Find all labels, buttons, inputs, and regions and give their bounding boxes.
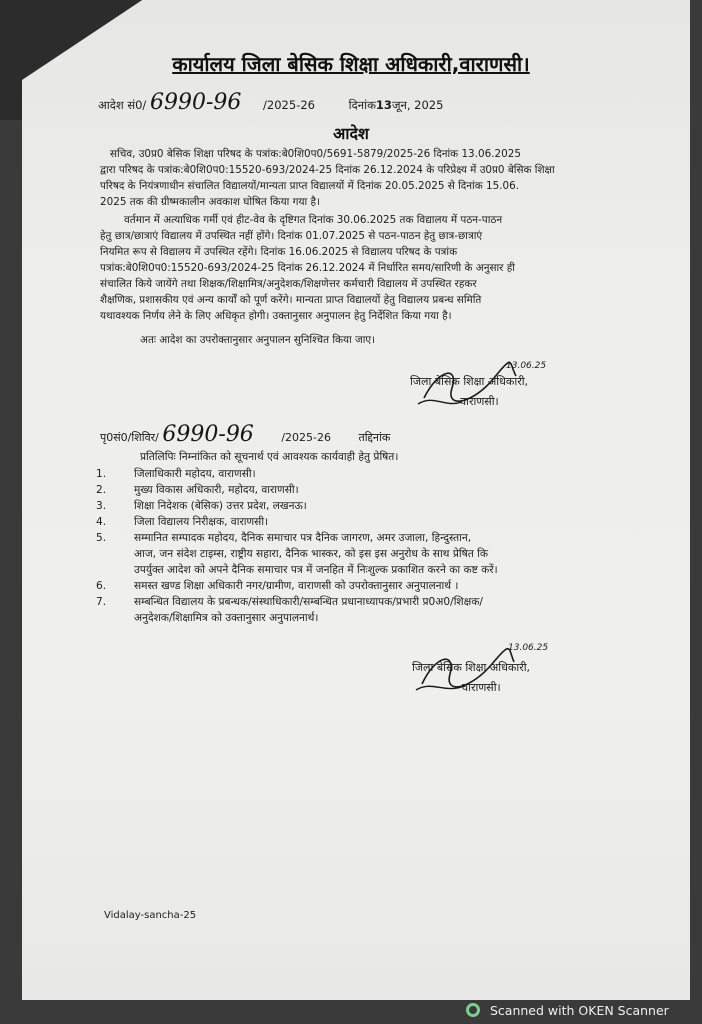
paragraph-2-line: शैक्षणिक, प्रशासकीय एवं अन्य कार्यों को पूर्ण करेंगे। मान्यता प्राप्त विद्यालयों हेतु विद्यालय प्रबन्ध समिति — [100, 294, 482, 306]
paragraph-1-line: सचिव, उ0प्र0 बेसिक शिक्षा परिषद के पत्रांक:बे0शि0प0/5691-5879/2025-26 दिनांक 13.06.2025 — [110, 148, 521, 160]
copy-ref-year: /2025-26 — [281, 431, 331, 444]
copy-list-body — [134, 530, 498, 578]
signature-1-date: 13.06.25 — [506, 361, 547, 371]
copy-list-line: अनुदेशक/शिक्षामित्र को उक्तानुसार अनुपालनार्थ। — [134, 612, 319, 624]
copy-list-item — [96, 594, 498, 626]
order-year: /2025-26 — [263, 98, 315, 112]
order-number-line — [98, 90, 444, 115]
paragraph-1 — [100, 146, 670, 210]
copy-list-item — [96, 466, 498, 482]
copy-list-line: उपर्युक्त आदेश को अपने दैनिक समाचार पत्र में जनहित में निःशुल्क प्रकाशित करने का कष्ट करें। — [134, 564, 498, 576]
copy-list-item — [96, 530, 498, 578]
paragraph-2-line: नियमित रूप से विद्यालय में उपस्थित रहेंगे। दिनांक 16.06.2025 से विद्यालय परिषद के पत्रांक — [100, 246, 458, 258]
office-title: कार्यालय जिला बेसिक शिक्षा अधिकारी,वाराणसी। — [172, 52, 530, 76]
copy-list-body — [134, 498, 307, 514]
copy-list-line: शिक्षा निदेशक (बेसिक) उत्तर प्रदेश, लखनऊ। — [134, 500, 307, 512]
date-rest: जून, 2025 — [391, 98, 444, 112]
copy-list-item — [96, 482, 498, 498]
copy-list-number: 4. — [96, 516, 107, 528]
copy-list-body — [134, 482, 299, 498]
signature-2-place: वाराणसी। — [462, 681, 501, 694]
paragraph-2-line: हेतु छात्र/छात्राएं विद्यालय में उपस्थित नहीं होंगे। दिनांक 01.07.2025 से पठन-पाठन हेतु छात्र-छात्राएं — [100, 230, 483, 242]
paragraph-2-line: संचालित किये जायेंगे तथा शिक्षक/शिक्षामित्र/अनुदेशक/शिक्षणेत्तर कर्मचारी विद्यालय में उपस्थित रहकर — [100, 278, 477, 290]
copy-list-number: 2. — [96, 484, 107, 496]
copy-list-item — [96, 578, 498, 594]
copy-list-line: सम्बन्धित विद्यालय के प्रबन्धक/संस्थाधिकारी/सम्बन्धित प्रधानाध्यापक/प्रभारी प्र0अ0/शिक्षक/ — [134, 596, 483, 608]
copy-list-number: 6. — [96, 580, 107, 592]
paragraph-3-text: अतः आदेश का उपरोक्तानुसार अनुपालन सुनिश्चित किया जाए। — [140, 334, 376, 346]
copy-ref-date: तद्दिनांक — [358, 431, 391, 444]
copy-list-line: मुख्य विकास अधिकारी, महोदय, वाराणसी। — [134, 484, 299, 496]
order-number-handwritten: 6990-96 — [149, 90, 242, 115]
copy-ref-label: पृ0सं0/शिविर/ — [100, 431, 159, 444]
copy-reference-line — [100, 422, 391, 447]
copy-list-line: जिला विद्यालय निरीक्षक, वाराणसी। — [134, 516, 269, 528]
copy-list-body — [134, 514, 268, 530]
paragraph-1-line: परिषद के नियंत्रणाधीन संचालित विद्यालयों/मान्यता प्राप्त विद्यालयों में दिनांक 20.05.2025 से दिनांक 15.06. — [100, 180, 520, 192]
signature-block-2 — [412, 643, 549, 698]
copy-list-item — [96, 514, 498, 530]
copy-list-line: सम्मानित सम्पादक महोदय, दैनिक समाचार पत्र दैनिक जागरण, अमर उजाला, हिन्दुस्तान, — [134, 532, 472, 544]
scanner-logo-icon — [466, 1003, 480, 1017]
scanner-text: Scanned with OKEN Scanner — [490, 1002, 669, 1018]
copy-list-number: 5. — [96, 532, 107, 544]
paragraph-1-line: 2025 तक की ग्रीष्मकालीन अवकाश घोषित किया गया है। — [100, 196, 320, 208]
copy-ref-handwritten: 6990-96 — [162, 422, 254, 447]
paragraph-2-line: पत्रांक:बे0शि0प0:15520-693/2024-25 दिनांक 26.12.2024 में निर्धारित समय/सारिणी के अनुसार ही — [100, 262, 515, 274]
copy-list-line: समस्त खण्ड शिक्षा अधिकारी नगर/ग्रामीण, वाराणसी को उपरोक्तानुसार अनुपालनार्थ । — [134, 580, 459, 592]
signature-2-date: 13.06.25 — [508, 643, 549, 653]
order-number-label: आदेश सं0/ — [98, 98, 147, 112]
paragraph-2-line: वर्तमान में अत्याधिक गर्मी एवं हीट-वेव के दृष्टिगत दिनांक 30.06.2025 तक विद्यालय में पठन-पाठन — [124, 214, 503, 226]
paragraph-3 — [140, 332, 375, 348]
scanner-watermark — [466, 1000, 669, 1020]
copy-list-body — [134, 578, 458, 594]
copy-list-number: 1. — [96, 468, 107, 480]
footer-reference: Vidalay-sancha-25 — [104, 910, 197, 921]
paragraph-1-line: द्वारा परिषद के पत्रांक:बे0शि0प0:15520-693/2024-25 दिनांक 26.12.2024 के परिप्रेक्ष्य में उ0प्र0 बेसिक शिक्षा — [100, 164, 555, 176]
copy-list-line: जिलाधिकारी महोदय, वाराणसी। — [134, 468, 256, 480]
date-day: 13 — [375, 98, 392, 112]
order-heading: आदेश — [333, 124, 369, 143]
copy-list-line: आज, जन संदेश टाइम्स, राष्ट्रीय सहारा, दैनिक भास्कर, को इस इस अनुरोध के साथ प्रेषित कि — [134, 548, 489, 560]
copy-list-number: 3. — [96, 500, 107, 512]
paragraph-2 — [100, 212, 672, 324]
copy-list-body — [134, 594, 483, 626]
copy-intro: प्रतिलिपिः निम्नांकित को सूचनार्थ एवं आवश्यक कार्यवाही हेतु प्रेषित। — [140, 451, 399, 463]
signature-block-1 — [410, 361, 547, 412]
copy-list-body — [134, 466, 256, 482]
copy-list-item — [96, 498, 498, 514]
copy-list-number: 7. — [96, 596, 107, 608]
date-label: दिनांक — [348, 98, 376, 112]
signature-1-designation: जिला बेसिक शिक्षा अधिकारी, — [410, 375, 529, 388]
signature-2-designation: जिला बेसिक शिक्षा अधिकारी, — [412, 661, 531, 674]
paragraph-2-line: यथावश्यक निर्णय लेने के लिए अधिकृत होगी। उक्तानुसार अनुपालन हेतु निर्देशित किया गया है। — [100, 310, 452, 322]
copy-list — [96, 466, 498, 626]
signature-1-place: वाराणसी। — [460, 395, 499, 408]
